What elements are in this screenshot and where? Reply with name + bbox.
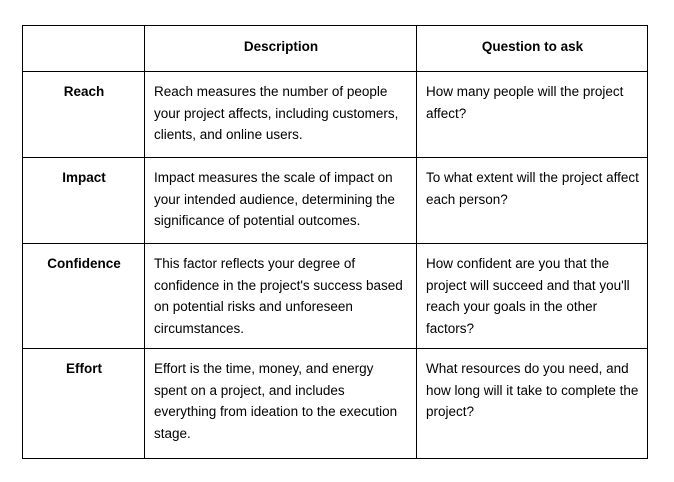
description-cell-effort: Effort is the time, money, and energy spent on a project, and includes everything from ideation to the execution stage. — [145, 349, 417, 459]
table-row-confidence — [23, 244, 648, 349]
header-description: Description — [145, 26, 417, 72]
header-question-to-ask: Question to ask — [417, 26, 648, 72]
table-row-reach — [23, 72, 648, 158]
rice-framework-table — [22, 25, 648, 459]
question-cell-confidence: How confident are you that the project will succeed and that you'll reach your goals in the other factors? — [417, 244, 648, 349]
description-cell-confidence: This factor reflects your degree of confidence in the project's success based on potential risks and unforeseen circumstances. — [145, 244, 417, 349]
table-row-effort — [23, 349, 648, 459]
question-cell-effort: What resources do you need, and how long will it take to complete the project? — [417, 349, 648, 459]
factor-label-impact: Impact — [23, 158, 145, 244]
table-header-row — [23, 26, 648, 72]
question-cell-reach: How many people will the project affect? — [417, 72, 648, 158]
table-row-impact — [23, 158, 648, 244]
factor-label-effort: Effort — [23, 349, 145, 459]
description-cell-impact: Impact measures the scale of impact on your intended audience, determining the significance of potential outcomes. — [145, 158, 417, 244]
question-cell-impact: To what extent will the project affect each person? — [417, 158, 648, 244]
description-cell-reach: Reach measures the number of people your project affects, including customers, clients, and online users. — [145, 72, 417, 158]
factor-label-reach: Reach — [23, 72, 145, 158]
header-factor-blank — [23, 26, 145, 72]
factor-label-confidence: Confidence — [23, 244, 145, 349]
